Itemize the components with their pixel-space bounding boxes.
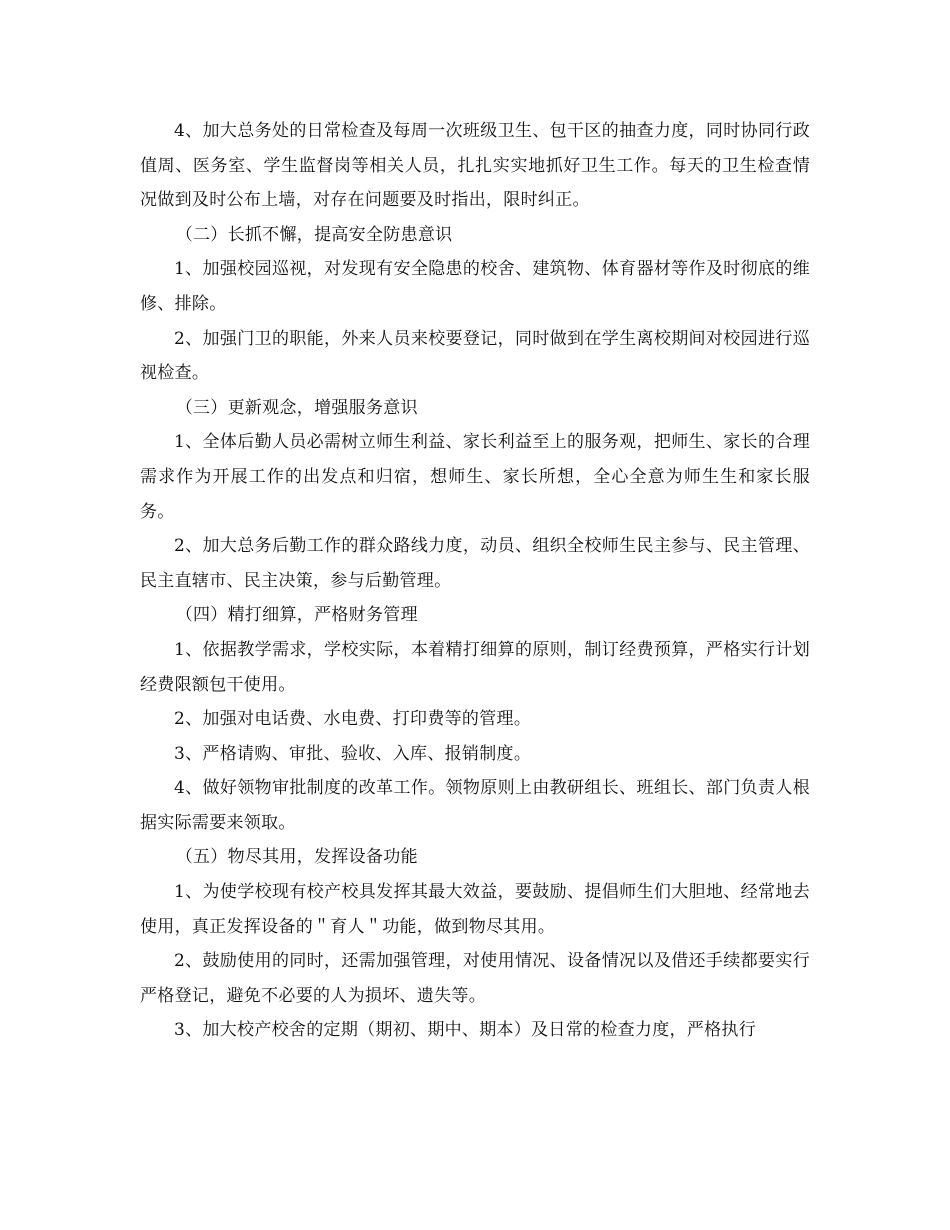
paragraph: 1、依据教学需求，学校实际，本着精打细算的原则，制订经费预算，严格实行计划经费限额包干使用。 bbox=[140, 639, 810, 695]
paragraph: 3、严格请购、审批、验收、入库、报销制度。 bbox=[174, 743, 532, 764]
section-heading: （二）长抓不懈，提高安全防患意识 bbox=[175, 224, 453, 245]
section-heading: （三）更新观念，增强服务意识 bbox=[175, 397, 418, 418]
paragraph: 1、全体后勤人员必需树立师生利益、家长利益至上的服务观，把师生、家长的合理需求作为开展工作的出发点和归宿，想师生、家长所想，全心全意为师生生和家长服务。 bbox=[140, 432, 810, 522]
section-heading: （五）物尽其用，发挥设备功能 bbox=[175, 847, 418, 868]
paragraph: 2、加强对电话费、水电费、打印费等的管理。 bbox=[174, 709, 532, 730]
paragraph: 4、做好领物审批制度的改革工作。领物原则上由教研组长、班组长、部门负责人根据实际需要来领取。 bbox=[140, 778, 810, 833]
section-heading: （四）精打细算，严格财务管理 bbox=[175, 605, 418, 626]
paragraph: 2、鼓励使用的同时，还需加强管理，对使用情况、设备情况以及借还手续都要实行严格登记，避免不必要的人为损坏、遗失等。 bbox=[140, 951, 810, 1006]
paragraph: 1、为使学校现有校产校具发挥其最大效益，要鼓励、提倡师生们大胆地、经常地去使用，真正发挥设备的＂育人＂功能，做到物尽其用。 bbox=[140, 882, 810, 937]
document-body bbox=[140, 114, 810, 1048]
paragraph: 2、加强门卫的职能，外来人员来校要登记，同时做到在学生离校期间对校园进行巡视检查。 bbox=[140, 328, 810, 384]
paragraph: 2、加大总务后勤工作的群众路线力度，动员、组织全校师生民主参与、民主管理、民主直辖市、民主决策，参与后勤管理。 bbox=[140, 536, 810, 591]
paragraph: 1、加强校园巡视，对发现有安全隐患的校舍、建筑物、体育器材等作及时彻底的维修、排除。 bbox=[140, 259, 810, 314]
paragraph: 4、加大总务处的日常检查及每周一次班级卫生、包干区的抽查力度，同时协同行政值周、医务室、学生监督岗等相关人员，扎扎实实地抓好卫生工作。每天的卫生检查情况做到及时公布上墙，对存在问题要及时指出，限时纠正。 bbox=[140, 121, 810, 211]
paragraph: 3、加大校产校舍的定期（期初、期中、期本）及日常的检查力度，严格执行 bbox=[174, 1020, 757, 1041]
